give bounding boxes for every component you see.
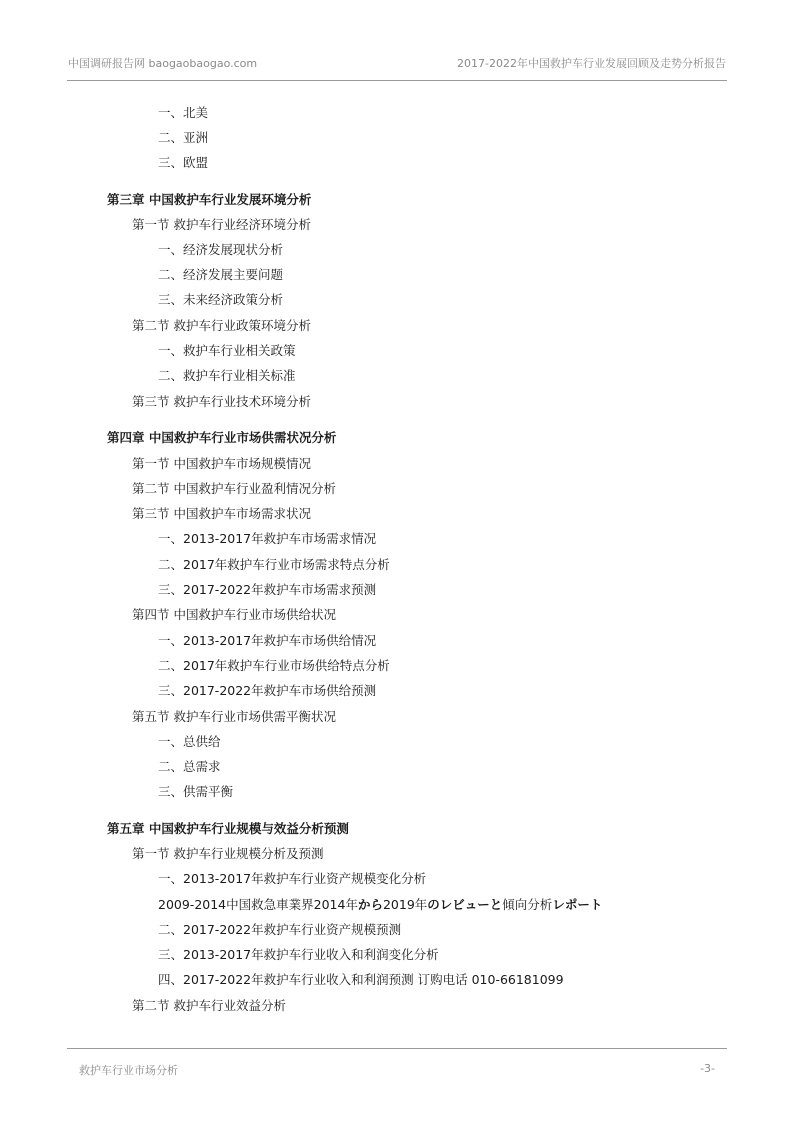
toc-subsection-item[interactable]: 第五节 救护车行业市场供需平衡状况 — [132, 709, 336, 724]
toc-chapter-5[interactable]: 第五章 中国救护车行业规模与效益分析预测 — [107, 821, 349, 836]
toc-ad-link[interactable] — [158, 897, 602, 913]
ad-text-part: 2009-2014中国救急車業界2014年 — [158, 897, 358, 912]
page-number: -3- — [700, 1062, 715, 1075]
toc-section-item[interactable]: 二、亚洲 — [158, 130, 209, 145]
ad-text-part: 2019年 — [382, 897, 428, 912]
toc-subsection-item[interactable]: 第三节 救护车行业技术环境分析 — [132, 394, 311, 409]
toc-section-item[interactable]: 二、2017年救护车行业市场需求特点分析 — [158, 557, 390, 572]
toc-section-item[interactable]: 一、2013-2017年救护车市场供给情况 — [158, 633, 377, 648]
toc-subsection-item[interactable]: 第二节 中国救护车行业盈利情况分析 — [132, 481, 336, 496]
toc-section-item-with-phone[interactable]: 四、2017-2022年救护车行业收入和利润预测 订购电话 010-66181099 — [158, 972, 564, 987]
toc-section-item[interactable]: 三、未来经济政策分析 — [158, 292, 284, 307]
toc-section-item[interactable]: 二、经济发展主要问题 — [158, 267, 284, 282]
toc-chapter-4[interactable]: 第四章 中国救护车行业市场供需状况分析 — [107, 430, 337, 445]
footer-divider — [67, 1048, 727, 1049]
footer-title: 救护车行业市场分析 — [79, 1064, 178, 1077]
toc-section-item[interactable]: 三、供需平衡 — [158, 784, 234, 799]
toc-section-item[interactable]: 三、2017-2022年救护车市场需求预测 — [158, 582, 377, 597]
header-divider — [67, 80, 727, 81]
toc-subsection-item[interactable]: 第三节 中国救护车市场需求状况 — [132, 506, 311, 521]
toc-section-item[interactable]: 三、欧盟 — [158, 155, 209, 170]
header-report-title: 2017-2022年中国救护车行业发展回顾及走势分析报告 — [457, 57, 726, 70]
toc-subsection-item[interactable]: 第一节 中国救护车市场规模情况 — [132, 456, 311, 471]
ad-text-part: 傾向分析 — [502, 897, 553, 912]
toc-section-item[interactable]: 二、2017-2022年救护车行业资产规模预测 — [158, 922, 402, 937]
toc-section-item[interactable]: 一、救护车行业相关政策 — [158, 343, 296, 358]
toc-section-item[interactable]: 一、2013-2017年救护车行业资产规模变化分析 — [158, 871, 427, 886]
toc-chapter-3[interactable]: 第三章 中国救护车行业发展环境分析 — [107, 192, 312, 207]
toc-section-item[interactable]: 一、总供给 — [158, 734, 221, 749]
toc-subsection-item[interactable]: 第二节 救护车行业政策环境分析 — [132, 318, 311, 333]
ad-text-part: から — [357, 897, 383, 912]
toc-section-item[interactable]: 二、2017年救护车行业市场供给特点分析 — [158, 658, 390, 673]
toc-subsection-item[interactable]: 第一节 救护车行业经济环境分析 — [132, 217, 311, 232]
toc-section-item[interactable]: 二、总需求 — [158, 759, 221, 774]
toc-section-item[interactable]: 二、救护车行业相关标准 — [158, 368, 296, 383]
ad-text-part: のレビューと — [427, 897, 503, 912]
toc-subsection-item[interactable]: 第一节 救护车行业规模分析及预测 — [132, 846, 324, 861]
toc-subsection-item[interactable]: 第二节 救护车行业效益分析 — [132, 998, 286, 1013]
ad-text-part: レポート — [552, 897, 603, 912]
toc-section-item[interactable]: 一、经济发展现状分析 — [158, 242, 284, 257]
toc-section-item[interactable]: 三、2017-2022年救护车市场供给预测 — [158, 683, 377, 698]
header-site: 中国调研报告网 baogaobaogao.com — [68, 57, 258, 70]
toc-section-item[interactable]: 一、北美 — [158, 105, 209, 120]
toc-section-item[interactable]: 三、2013-2017年救护车行业收入和利润变化分析 — [158, 947, 439, 962]
toc-subsection-item[interactable]: 第四节 中国救护车行业市场供给状况 — [132, 607, 336, 622]
toc-section-item[interactable]: 一、2013-2017年救护车市场需求情况 — [158, 531, 377, 546]
